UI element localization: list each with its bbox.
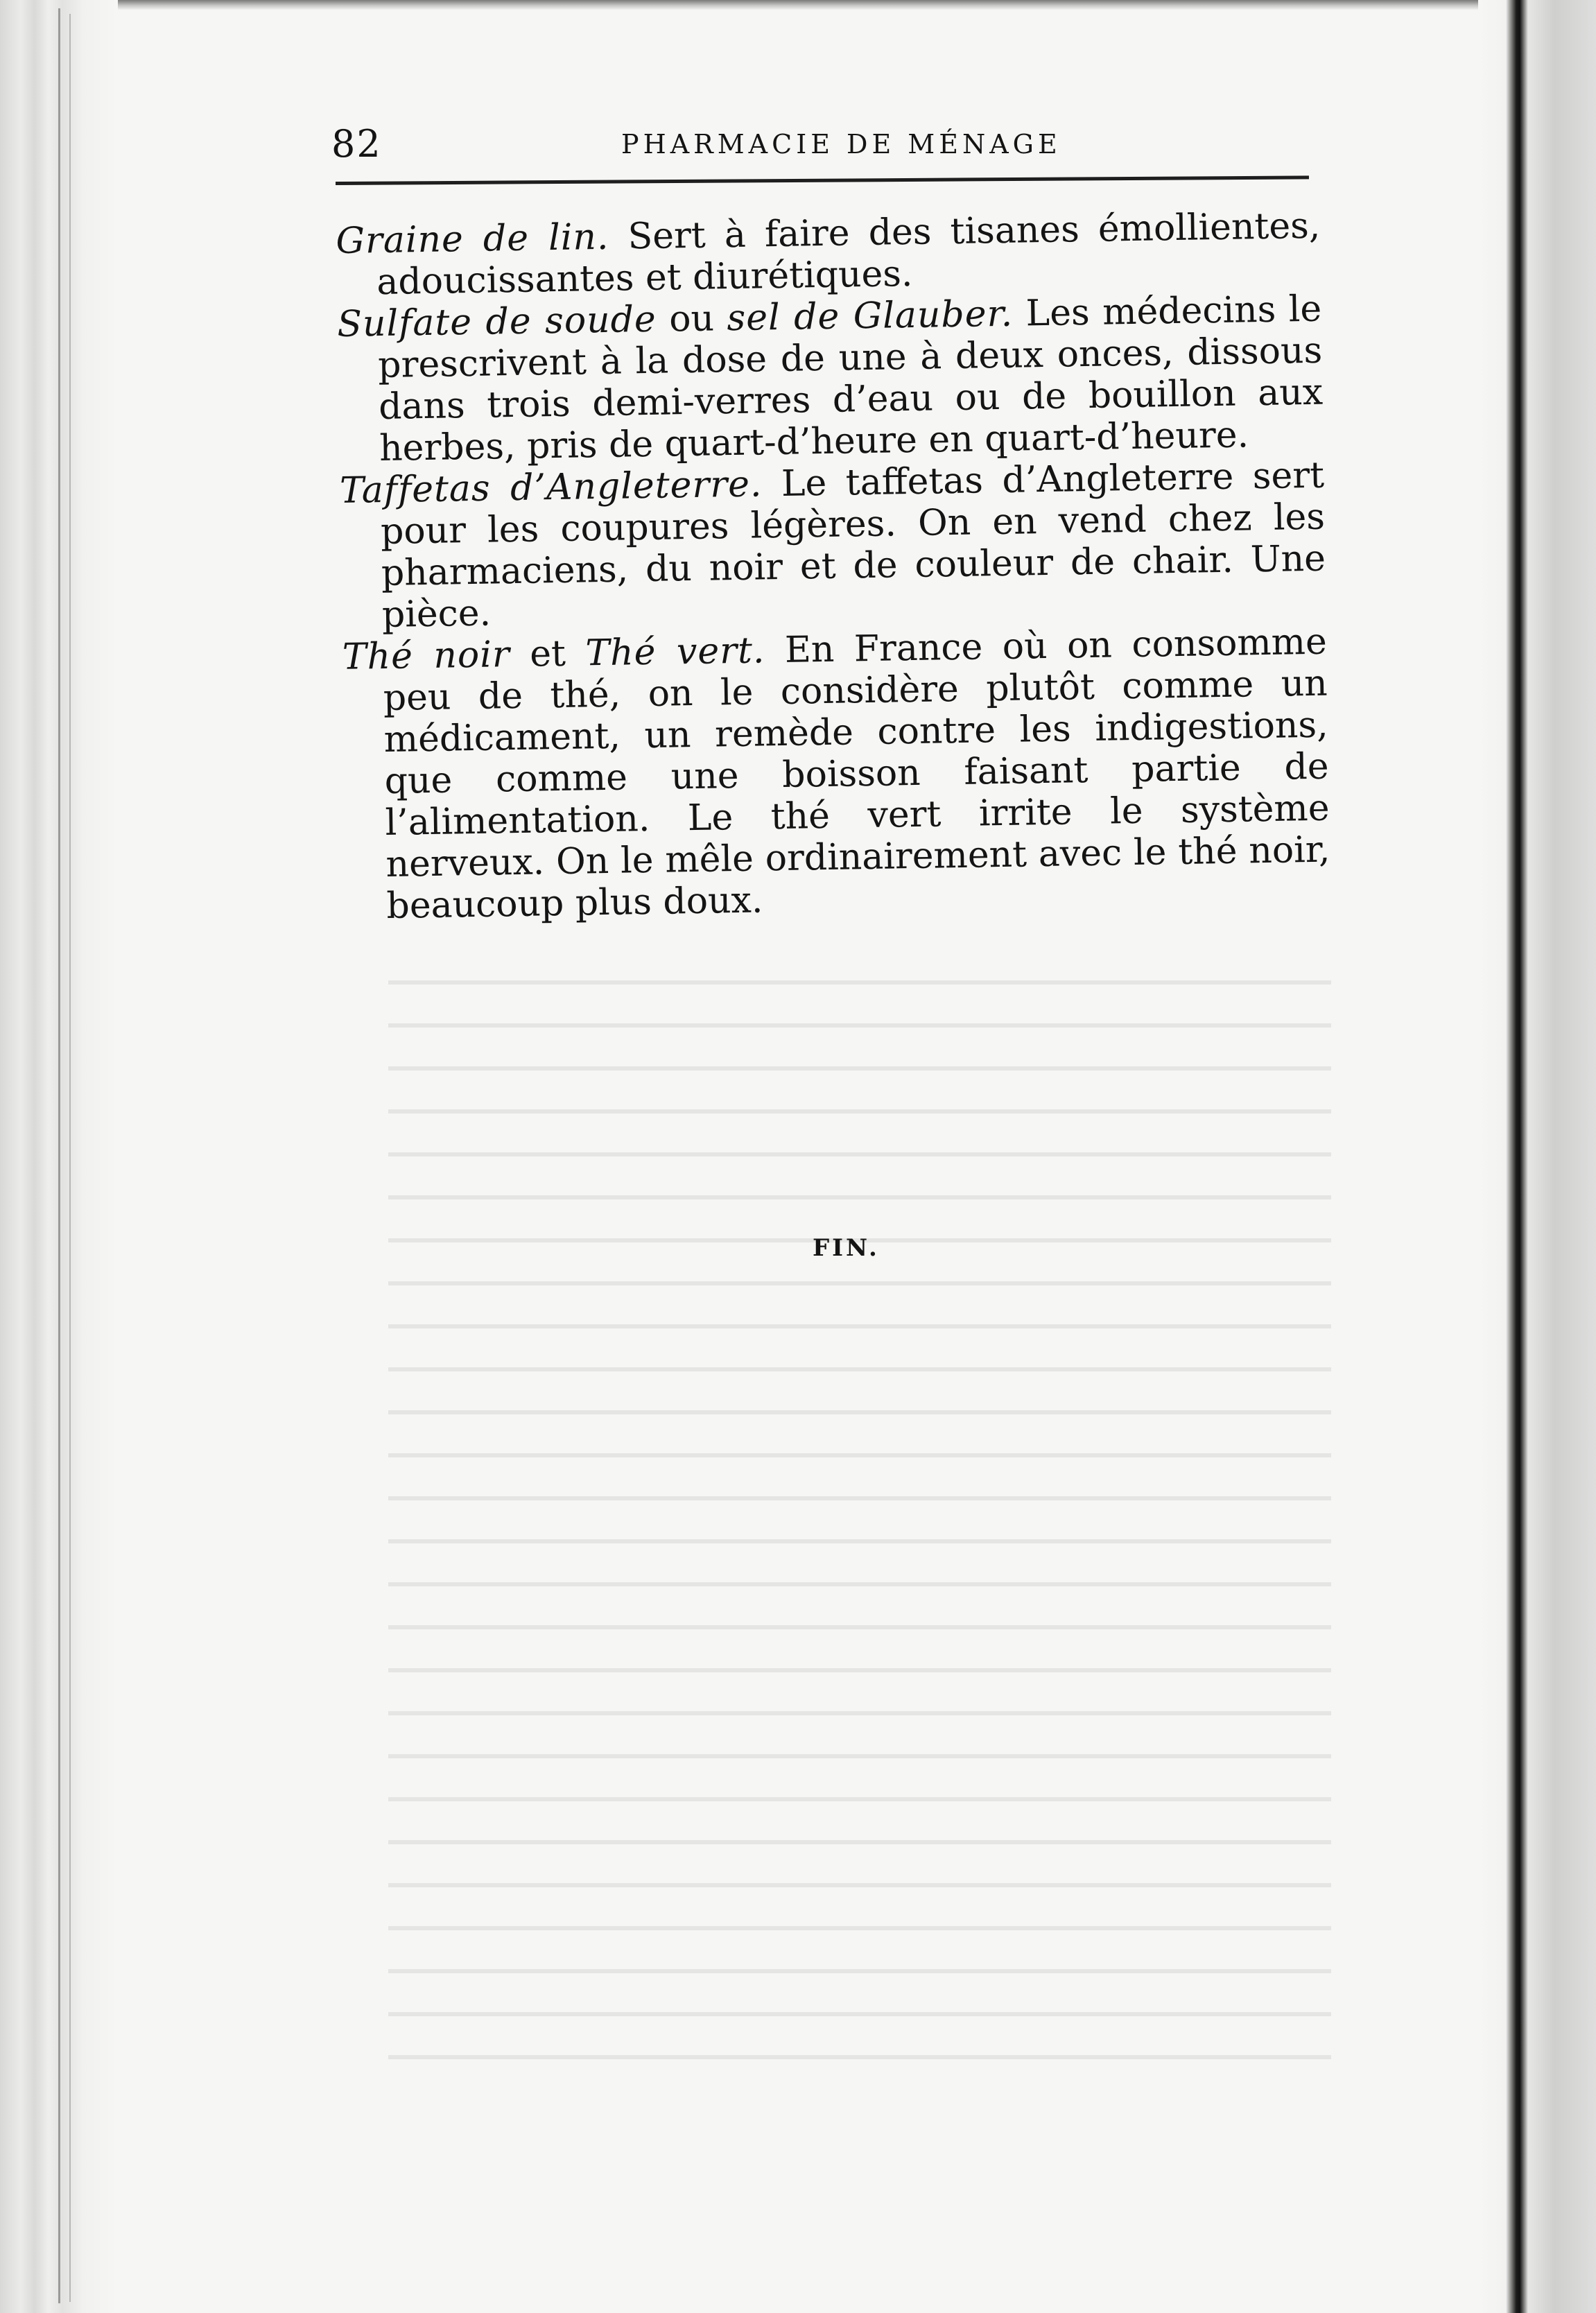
entry-text: Les médecins le prescrivent à la dose de une à deux onces, dissous dans trois demi-verres d’eau ou de bouillon aux herbes, pris de quart-d’heure en quart-d’heure. xyxy=(377,288,1324,470)
entry-term-alt: Thé vert. xyxy=(584,630,765,675)
entry-text: Sert à faire des tisanes émollientes, adoucissantes et diurétiques. xyxy=(376,205,1321,304)
entry-term: Sulfate de soude xyxy=(336,298,657,345)
top-page-edge xyxy=(0,0,1491,10)
entry-connector: ou xyxy=(656,297,728,340)
right-binding-edge xyxy=(1478,0,1596,2313)
entry-graine-de-lin xyxy=(336,205,1321,304)
entry-taffetas xyxy=(340,455,1327,636)
entry-the xyxy=(342,621,1330,928)
page-number: 82 xyxy=(331,122,382,166)
running-title: PHARMACIE DE MÉNAGE xyxy=(621,129,1061,159)
entry-text: En France où on consomme peu de thé, on le considère plutôt comme un médicament, un remède contre les indigestions, que comme une boisson faisant partie de l’alimentation. Le thé vert irrite le système nerveux. On le mêle ordinairement avec le thé noir, beaucoup plus doux. xyxy=(383,621,1330,927)
left-page-edges xyxy=(0,0,118,2313)
body-text xyxy=(336,205,1331,928)
entry-text: Le taffetas d’Angleterre sert pour les coupures légères. On en vend chez les pharmaciens, du noir et de couleur de chair. Une pièce. xyxy=(380,454,1326,636)
show-through-text xyxy=(388,957,1331,2066)
entry-term: Graine de lin. xyxy=(336,216,609,262)
entry-term-alt: sel de Glauber. xyxy=(727,293,1014,340)
entry-term: Thé noir xyxy=(342,634,511,678)
end-mark: FIN. xyxy=(813,1234,880,1262)
running-head xyxy=(331,119,1316,168)
entry-connector: et xyxy=(510,632,586,676)
entry-term: Taffetas d’Angleterre. xyxy=(339,463,763,512)
entry-sulfate-de-soude xyxy=(337,288,1324,470)
header-rule xyxy=(336,175,1309,185)
